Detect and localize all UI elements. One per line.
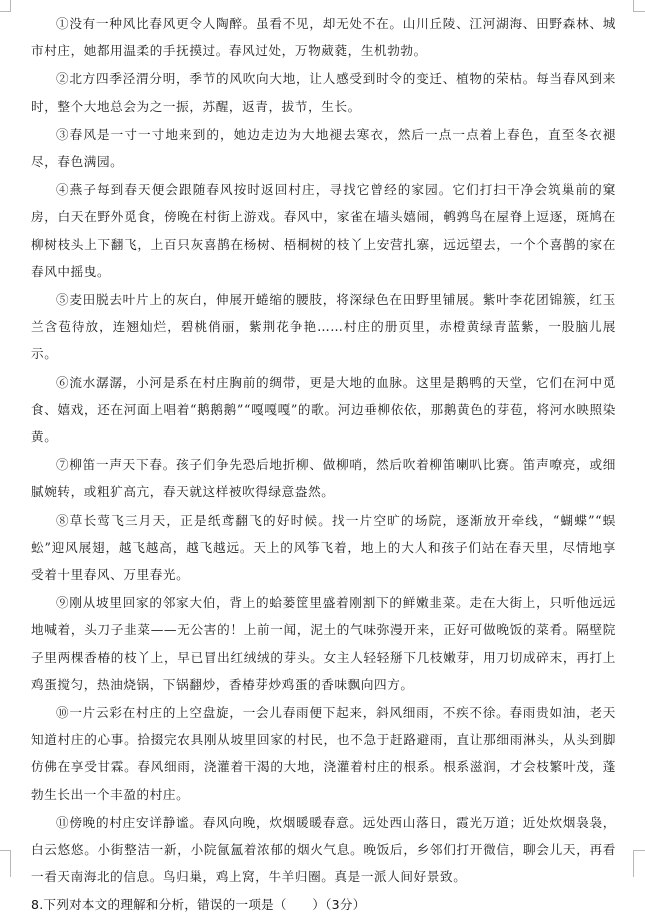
crop-mark-bottom-left (10, 850, 11, 877)
paragraph-3: ③春风是一寸一寸地来到的，她边走边为大地褪去寒衣，然后一点一点着上春色，直至冬衣褪尽，春色满园。 (31, 126, 616, 170)
paragraph-8: ⑧草长莺飞三月天，正是纸鸢翻飞的好时候。找一片空旷的场院，逐渐放开牵线，“蝴蝶”“蜈蚣”迎风展翅，越飞越高，越飞越远。天上的风筝飞着，地上的大人和孩子们站在春天里，尽情地享受着十里春风、万里春光。 (31, 512, 616, 583)
crop-mark-top-left (0, 11, 11, 12)
paragraph-7: ⑦柳笛一声天下春。孩子们争先恐后地折柳、做柳哨，然后吹着柳笛喇叭比赛。笛声嘹亮，或细腻婉转，或粗犷高亢，春天就这样被吹得绿意盎然。 (31, 457, 616, 500)
paragraph-10: ⑩一片云彩在村庄的上空盘旋，一会儿春雨便下起来，斜风细雨，不疾不徐。春雨贵如油，老天知道村庄的心事。拾掇完农具刚从坡里回家的村民，也不急于赶路避雨，直让那细雨淋头，从头到脚仿佛在享受甘霖。春风细雨，浇灌着干渴的大地，浇灌着村庄的根系。根系滋润，才会枝繁叶茂，蓬勃生长出一个丰盈的村庄。 (31, 705, 616, 802)
crop-mark-bottom-right (633, 850, 645, 851)
article-body (31, 10, 616, 918)
paragraph-2: ②北方四季泾渭分明，季节的风吹向大地，让人感受到时令的变迁、植物的荣枯。每当春风到来时，整个大地总会为之一振，苏醒，返青，拔节，生长。 (31, 71, 616, 114)
question-8: 8.下列对本文的理解和分析，错误的一项是（ ）（3分） (31, 896, 366, 912)
paragraph-6: ⑥流水潺潺，小河是系在村庄胸前的绸带，更是大地的血脉。这里是鹅鸭的天堂，它们在河中觅食、嬉戏，还在河面上唱着“鹅鹅鹅”“嘎嘎嘎”的歌。河边垂柳依依，那鹅黄色的芽苞，将河水映照染黄。 (31, 374, 616, 445)
crop-mark-bottom-left (0, 850, 11, 851)
paragraph-5: ⑤麦田脱去叶片上的灰白，伸展开蜷缩的腰肢，将深绿色在田野里铺展。紫叶李花团锦簇，红玉兰含苞待放，连翘灿烂，碧桃俏丽，紫荆花争艳……村庄的册页里，赤橙黄绿青蓝紫，一股脑儿展示。 (31, 292, 616, 362)
paragraph-1: ①没有一种风比春风更令人陶醉。虽看不见，却无处不在。山川丘陵、江河湖海、田野森林、城市村庄，她都用温柔的手抚摸过。春风过处，万物葳蕤，生机勃勃。 (31, 16, 616, 59)
paragraph-4: ④燕子每到春天便会跟随春风按时返回村庄，寻找它曾经的家园。它们打扫干净会筑巢前的窠房，白天在野外觅食，傍晚在村街上游戏。春风中，家雀在墙头嬉闹，鹌鹑鸟在屋脊上逗逐，斑鸠在柳树枝头上下翻飞，上百只灰喜鹊在杨树、梧桐树的枝丫上安营扎寨，远远望去，一个个喜鹊的家在春风中摇曳。 (31, 182, 616, 279)
paragraph-11: ⑪傍晚的村庄安详静谧。春风向晚，炊烟暖暖春意。远处西山落日，霞光万道；近处炊烟袅袅，白云悠悠。小街整洁一新，小院氤氲着浓郁的烟火气息。晚饭后，乡邻们打开微信，聊会儿天，再看一看天南海北的信息。鸟归巢，鸡上窝，牛羊归圈。真是一派人间好景致。 (31, 814, 616, 885)
crop-mark-bottom-right (633, 850, 634, 877)
paragraph-9: ⑨刚从坡里回家的邻家大伯，背上的蛤蒌筐里盛着刚割下的鲜嫩韭菜。走在大街上，只听他远远地喊着，头刀子韭菜——无公害的！上前一闻，泥土的气味弥漫开来，正好可做晚饭的菜肴。隔壁院子里两棵香椿的枝丫上，早已冒出红绒绒的芽头。女主人轻轻掰下几枝嫩芽，用刀切成碎末，再打上鸡蛋搅匀，热油烧锅，下锅翻炒，香椿芽炒鸡蛋的香味飘向四方。 (31, 595, 616, 692)
crop-mark-top-right (633, 11, 645, 12)
